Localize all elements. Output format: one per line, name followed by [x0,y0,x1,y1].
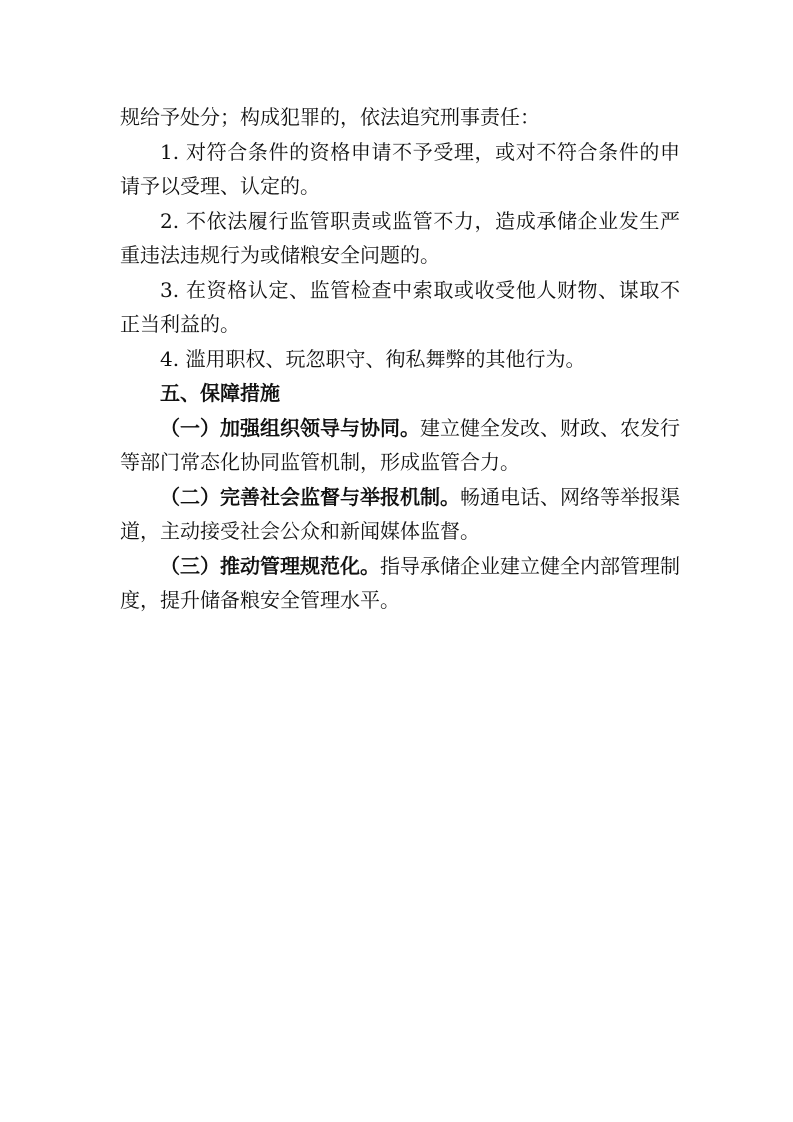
measure-1 [120,411,680,480]
measure-1-lead: （一）加强组织领导与协同。 [160,415,420,440]
list-item-3: 3. 在资格认定、监管检查中索取或收受他人财物、谋取不正当利益的。 [120,277,680,336]
measure-3 [120,549,680,618]
section-heading: 五、保障措施 [160,381,280,405]
paragraph-continuation: 规给予处分；构成犯罪的，依法追究刑事责任： [120,105,540,129]
document-body [120,100,680,618]
measure-2 [120,480,680,549]
list-item-1: 1. 对符合条件的资格申请不予受理，或对不符合条件的申请予以受理、认定的。 [120,139,680,198]
list-item-4: 4. 滥用职权、玩忽职守、徇私舞弊的其他行为。 [160,346,586,371]
list-item-2: 2. 不依法履行监管职责或监管不力，造成承储企业发生严重违法违规行为或储粮安全问题的。 [120,208,680,267]
measure-3-text: 指导承储企业建立健全内部管理制度，提升储备粮安全管理水平。 [120,553,680,612]
measure-2-text: 畅通电话、网络等举报渠道，主动接受社会公众和新闻媒体监督。 [120,484,680,543]
measure-3-lead: （三）推动管理规范化。 [160,553,380,578]
measure-1-text: 建立健全发改、财政、农发行等部门常态化协同监管机制，形成监管合力。 [120,415,680,474]
measure-2-lead: （二）完善社会监督与举报机制。 [160,484,460,509]
